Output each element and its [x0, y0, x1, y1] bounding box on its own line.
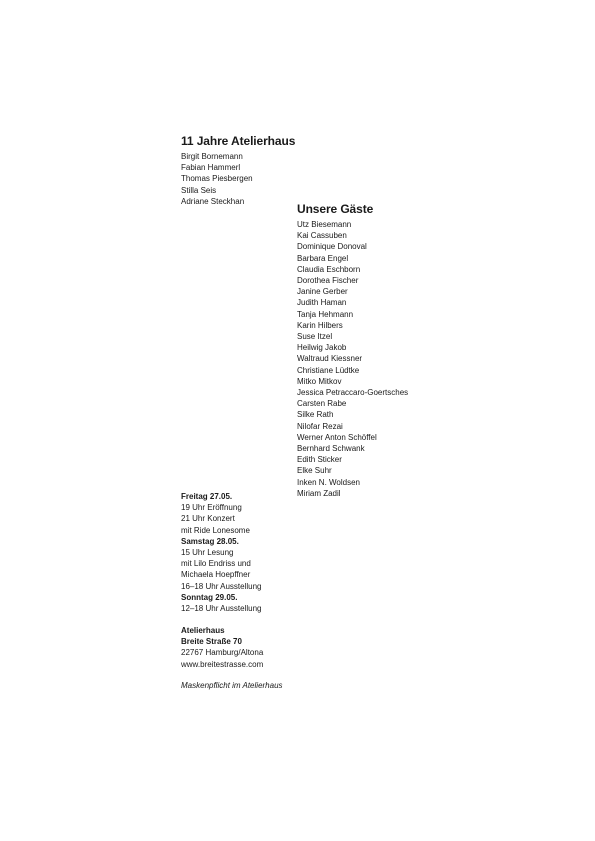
schedule-line: 12–18 Uhr Ausstellung — [181, 604, 262, 614]
schedule-line: 21 Uhr Konzert — [181, 514, 235, 524]
list-item: Kai Cassuben — [297, 231, 347, 241]
venue-street: Breite Straße 70 — [181, 637, 242, 647]
venue-name: Atelierhaus — [181, 626, 225, 635]
list-item: Karin Hilbers — [297, 320, 343, 330]
list-item: Dominique Donoval — [297, 242, 367, 252]
venue-city: 22767 Hamburg/Altona — [181, 648, 264, 658]
list-item: Fabian Hammerl — [181, 163, 241, 173]
list-item: Janine Gerber — [297, 287, 348, 297]
list-item: Nilofar Rezai — [297, 421, 343, 431]
schedule-line: mit Ride Lonesome — [181, 525, 250, 535]
list-item: Elke Suhr — [297, 466, 332, 476]
list-item: Suse Itzel — [297, 332, 333, 342]
list-item: Utz Biesemann — [297, 220, 352, 229]
schedule-line: 15 Uhr Lesung — [181, 548, 234, 558]
friday-heading: Freitag 27.05. — [181, 492, 233, 501]
list-item: Barbara Engel — [297, 253, 349, 263]
list-item: Judith Haman — [297, 298, 347, 308]
list-item: Tanja Hehmann — [297, 309, 354, 319]
list-item: Mitko Mitkov — [297, 376, 342, 386]
list-item: Birgit Bornemann — [181, 152, 243, 161]
exhibition-title: 11 Jahre Atelierhaus — [181, 134, 296, 148]
list-item: Miriam Zadil — [297, 488, 341, 498]
list-item: Claudia Eschborn — [297, 264, 361, 274]
schedule-line: 19 Uhr Eröffnung — [181, 503, 242, 513]
list-item: Christiane Lüdtke — [297, 365, 360, 375]
guests-title: Unsere Gäste — [297, 202, 374, 216]
list-item: Heilwig Jakob — [297, 343, 347, 353]
list-item: Adriane Steckhan — [181, 196, 245, 206]
mask-notice: Maskenpflicht im Atelierhaus — [181, 681, 283, 690]
list-item: Jessica Petraccaro-Goertsches — [297, 388, 409, 398]
list-item: Thomas Piesbergen — [181, 174, 253, 184]
schedule-line: mit Lilo Endriss und — [181, 559, 251, 569]
list-item: Edith Sticker — [297, 455, 342, 465]
list-item: Bernhard Schwank — [297, 444, 365, 454]
list-item: Carsten Rabe — [297, 399, 347, 409]
list-item: Werner Anton Schöffel — [297, 432, 377, 442]
list-item: Inken N. Woldsen — [297, 477, 360, 487]
list-item: Waltraud Kiessner — [297, 354, 363, 364]
guest-artists-list — [297, 219, 408, 499]
resident-artists-list — [181, 151, 253, 207]
list-item: Stilla Seis — [181, 185, 217, 195]
sunday-heading: Sonntag 29.05. — [181, 592, 238, 602]
list-item: Dorothea Fischer — [297, 276, 359, 286]
schedule-line: 16–18 Uhr Ausstellung — [181, 581, 262, 591]
list-item: Silke Rath — [297, 410, 334, 420]
venue-address — [181, 625, 263, 670]
schedule-line: Michaela Hoepffner — [181, 570, 251, 580]
saturday-heading: Samstag 28.05. — [181, 536, 239, 546]
venue-website: www.breitestrasse.com — [181, 659, 264, 669]
event-schedule — [181, 491, 262, 614]
